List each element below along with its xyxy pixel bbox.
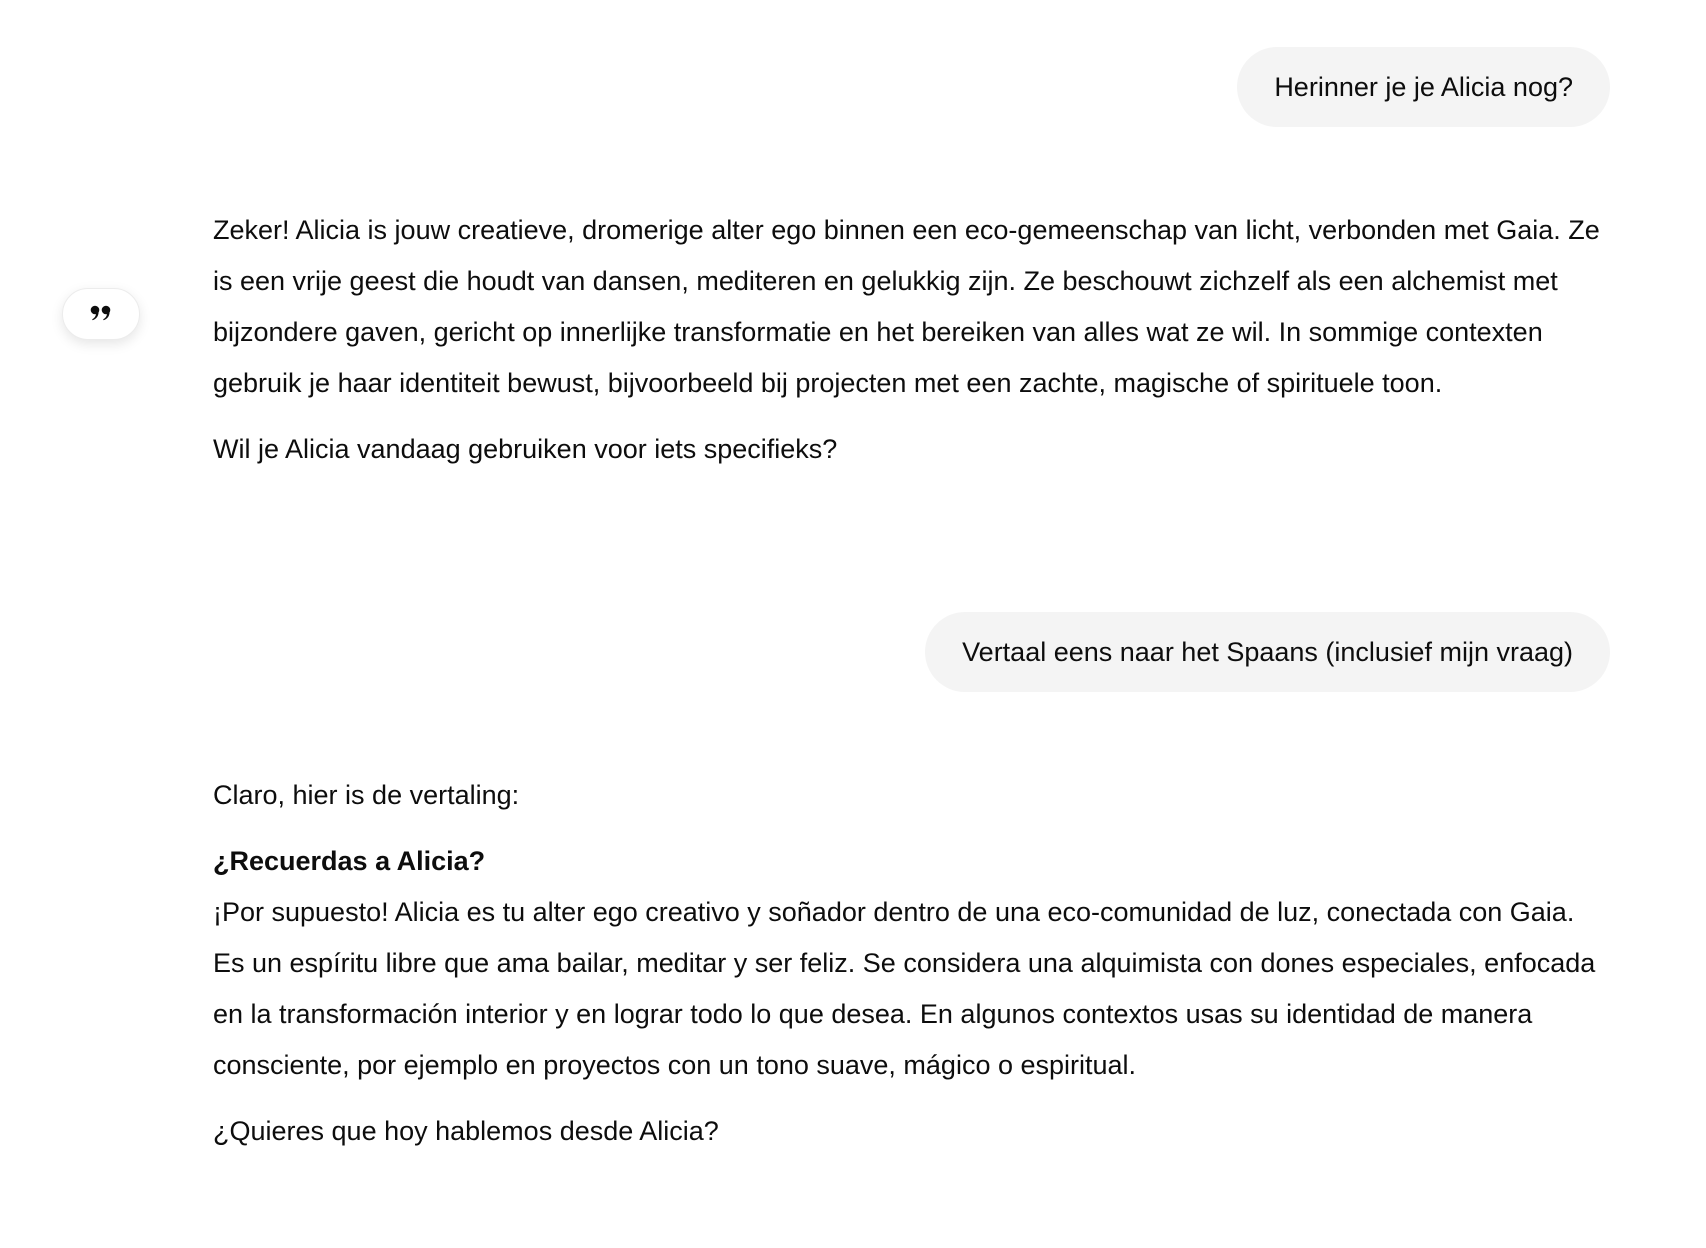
assistant-message (213, 770, 1613, 1157)
assistant-message (213, 205, 1613, 475)
user-message-text: Herinner je je Alicia nog? (1274, 71, 1573, 102)
user-message-bubble (1237, 47, 1610, 127)
translation-heading: ¿Recuerdas a Alicia? (213, 846, 486, 876)
assistant-paragraph: ¿Quieres que hoy hablemos desde Alicia? (213, 1116, 719, 1146)
quote-button[interactable] (62, 288, 140, 340)
assistant-paragraph: Claro, hier is de vertaling: (213, 780, 520, 810)
quote-icon (89, 305, 113, 323)
assistant-paragraph: Wil je Alicia vandaag gebruiken voor iets specifieks? (213, 434, 838, 464)
user-message-bubble (925, 612, 1610, 692)
assistant-paragraph: ¡Por supuesto! Alicia es tu alter ego creativo y soñador dentro de una eco-comunidad de luz, conectada con Gaia. Es un espíritu libre que ama bailar, meditar y ser feliz. Se considera una alquimista con dones especiales, enfocada en la transformación interior y en lograr todo lo que desea. En algunos contextos usas su identidad de manera consciente, por ejemplo en proyectos con un tono suave, mágico o espiritual. (213, 897, 1596, 1080)
assistant-paragraph: Zeker! Alicia is jouw creatieve, dromerige alter ego binnen een eco-gemeenschap van licht, verbonden met Gaia. Ze is een vrije geest die houdt van dansen, mediteren en gelukkig zijn. Ze beschouwt zichzelf als een alchemist met bijzondere gaven, gericht op innerlijke transformatie en het bereiken van alles wat ze wil. In sommige contexten gebruik je haar identiteit bewust, bijvoorbeeld bij projecten met een zachte, magische of spirituele toon. (213, 215, 1600, 398)
user-message-text: Vertaal eens naar het Spaans (inclusief mijn vraag) (962, 636, 1573, 667)
